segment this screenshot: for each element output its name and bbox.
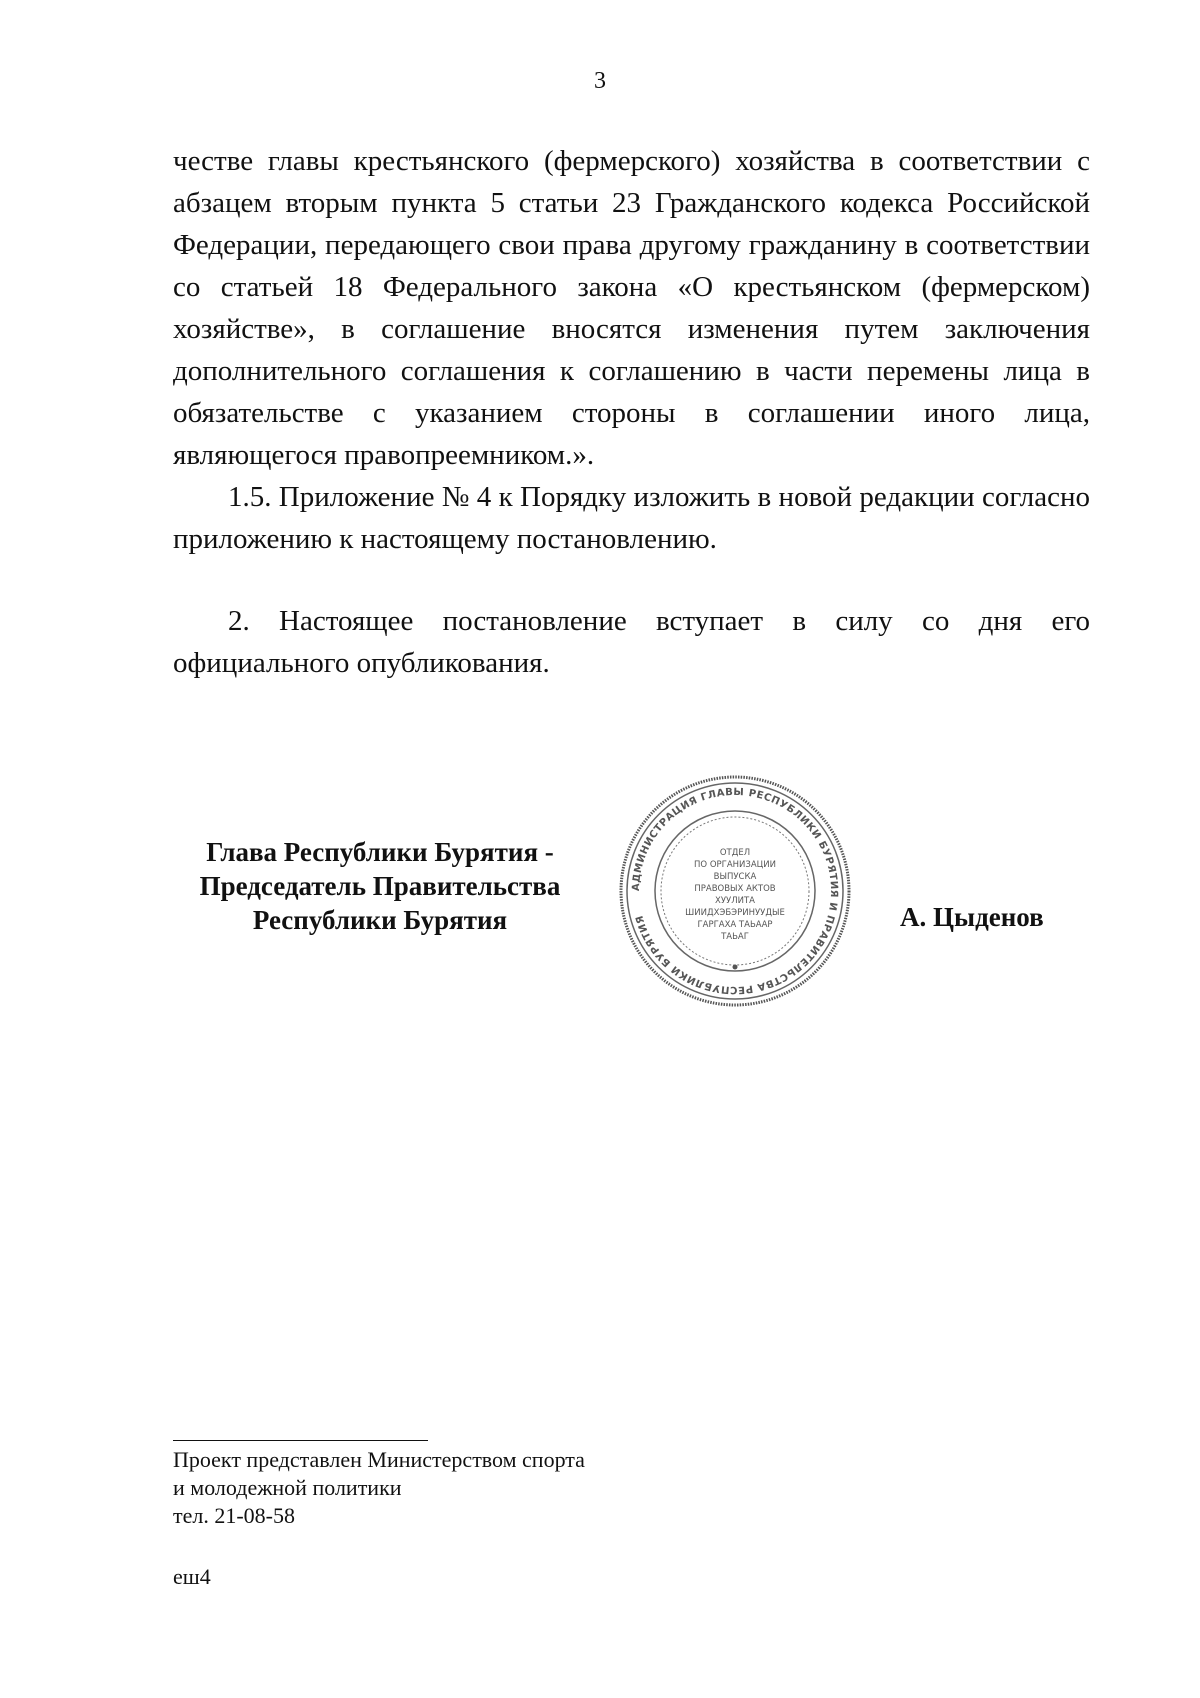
signatory-name: А. Цыденов (900, 902, 1044, 932)
footnote (173, 1446, 585, 1530)
page-number: 3 (594, 68, 606, 94)
footnote-line: Проект представлен Министерством спорта (173, 1447, 585, 1472)
stamp-inner-line: ОТДЕЛ (719, 848, 751, 858)
signatory-title (160, 835, 600, 937)
signatory-title-line: Председатель Правительства (199, 871, 561, 901)
footnote-divider (173, 1440, 428, 1441)
stamp-inner-line: ГАРГАХА ТАЬААР (697, 920, 773, 930)
stamp-outer-text: АДМИНИСТРАЦИЯ ГЛАВЫ РЕСПУБЛИКИ БУРЯТИЯ И ПРАВИТЕЛЬСТВА РЕСПУБЛИКИ БУРЯТИЯ (630, 786, 840, 996)
paragraph-1-5: 1.5. Приложение № 4 к Порядку изложить в новой редакции согласно приложению к настоящему постановлению. (173, 481, 1090, 555)
stamp-inner-line: ВЫПУСКА (713, 872, 757, 882)
document-body (173, 140, 1090, 684)
signatory-title-line: Глава Республики Бурятия - (206, 837, 554, 867)
signatory-title-line: Республики Бурятия (252, 905, 508, 935)
stamp-inner-line: ШИИДХЭБЭРИНУУДЫЕ (685, 908, 785, 918)
stamp-inner-line: ПРАВОВЫХ АКТОВ (694, 884, 776, 894)
stamp-inner-line: ПО ОРГАНИЗАЦИИ (694, 860, 776, 870)
footnote-line: тел. 21-08-58 (173, 1503, 296, 1528)
stamp-dot-icon (733, 965, 738, 970)
official-seal-stamp (615, 771, 855, 1011)
stamp-inner-line: ХУУЛИТА (715, 896, 755, 906)
stamp-inner-line: ТАЬАГ (721, 932, 749, 942)
paragraph-2: 2. Настоящее постановление вступает в силу со дня его официального опубликования. (173, 605, 1090, 679)
paragraph-continuation: честве главы крестьянского (фермерского) хозяйства в соответствии с абзацем вторым пункта 5 статьи 23 Гражданского кодекса Российской Федерации, передающего свои права другому гражданину в соответствии со статьей 18 Федерального закона «О крестьянском (фермерском) хозяйстве», в соглашение вносятся изменения путем заключения дополнительного соглашения к соглашению в части перемены лица в обязательстве с указанием стороны в соглашении иного лица, являющегося правопреемником.». (173, 145, 1090, 471)
footnote-line: и молодежной политики (173, 1475, 402, 1500)
document-code: еш4 (173, 1564, 211, 1589)
